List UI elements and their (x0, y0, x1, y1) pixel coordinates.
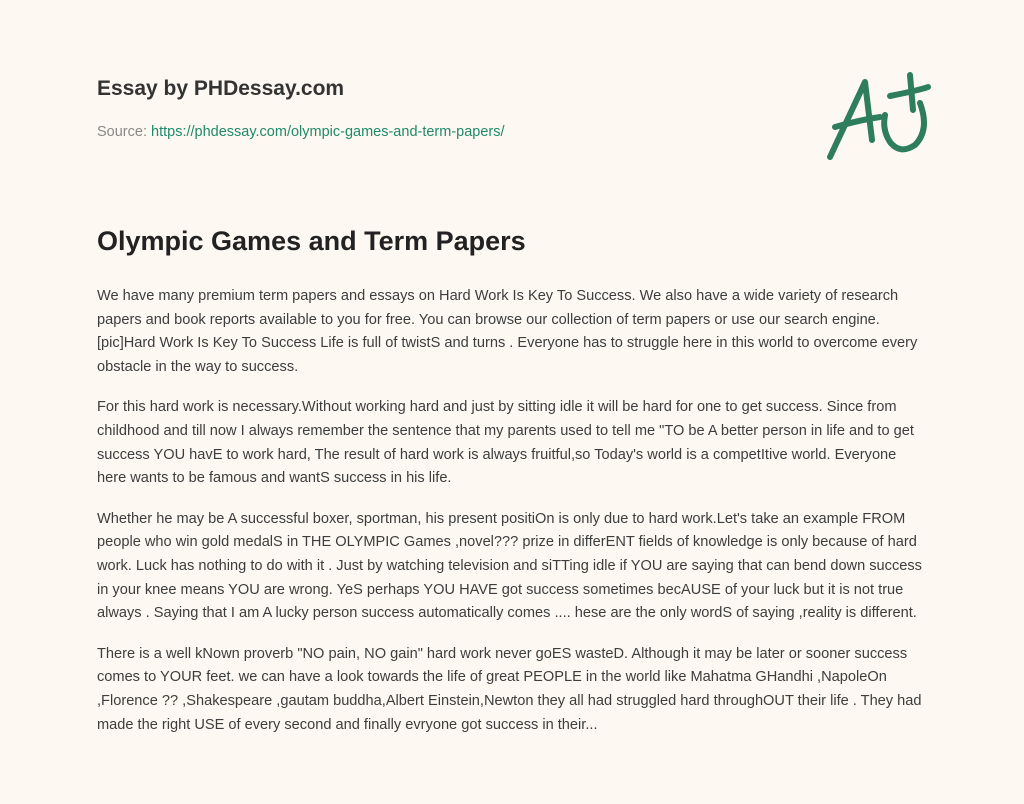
a-plus-logo-icon (820, 60, 940, 170)
paragraph: There is a well kNown proverb "NO pain, NO gain" hard work never goES wasteD. Although it may be later or sooner success comes to YOUR feet. we can have a look towards the life of great PEOPLE in the world like Mahatma GHandhi ,NapoleOn ,Florence ?? ,Shakespeare ,gautam buddha,Albert Einstein,Newton they all had struggled hard throughOUT their life . They had made the right USE of every second and finally evryone got success in their... (97, 645, 922, 733)
paragraph: For this hard work is necessary.Without working hard and just by sitting idle it will be hard for one to get success. Since from childhood and till now I always remember the sentence that my parents used to tell me "TO be A better person in life and to get success YOU havE to work hard, The result of hard work is always fruitful,so Today's world is a competItive world. Everyone here wants to be famous and wantS success in his life. (97, 399, 914, 487)
source-line (97, 124, 505, 140)
paragraph: Whether he may be A successful boxer, sportman, his present positiOn is only due to hard work.Let's take an example FROM people who win gold medalS in THE OLYMPIC Games ,novel??? prize in differENT fields of knowledge is only because of hard work. Luck has nothing to do with it . Just by watching television and siTTing idle if YOU are saying that can bend down success in your knee means YOU are wrong. YeS perhaps YOU HAVE got success sometimes becAUSE of your luck but it is not true always . Saying that I am A lucky person success automatically comes .... hese are the only wordS of saying ,reality is different. (97, 510, 922, 622)
paragraph: We have many premium term papers and essays on Hard Work Is Key To Success. We also have a wide variety of research papers and book reports available to you for free. You can browse our collection of term papers or use our search engine. [pic]Hard Work Is Key To Success Life is full of twistS and turns . Everyone has to struggle here in this world to overcome every obstacle in the way to success. (97, 288, 918, 375)
source-link[interactable]: https://phdessay.com/olympic-games-and-term-papers/ (151, 124, 505, 140)
article-body (97, 285, 929, 754)
site-title: Essay by PHDessay.com (97, 77, 345, 100)
source-label: Source: (97, 124, 147, 140)
article-title: Olympic Games and Term Papers (97, 226, 526, 256)
